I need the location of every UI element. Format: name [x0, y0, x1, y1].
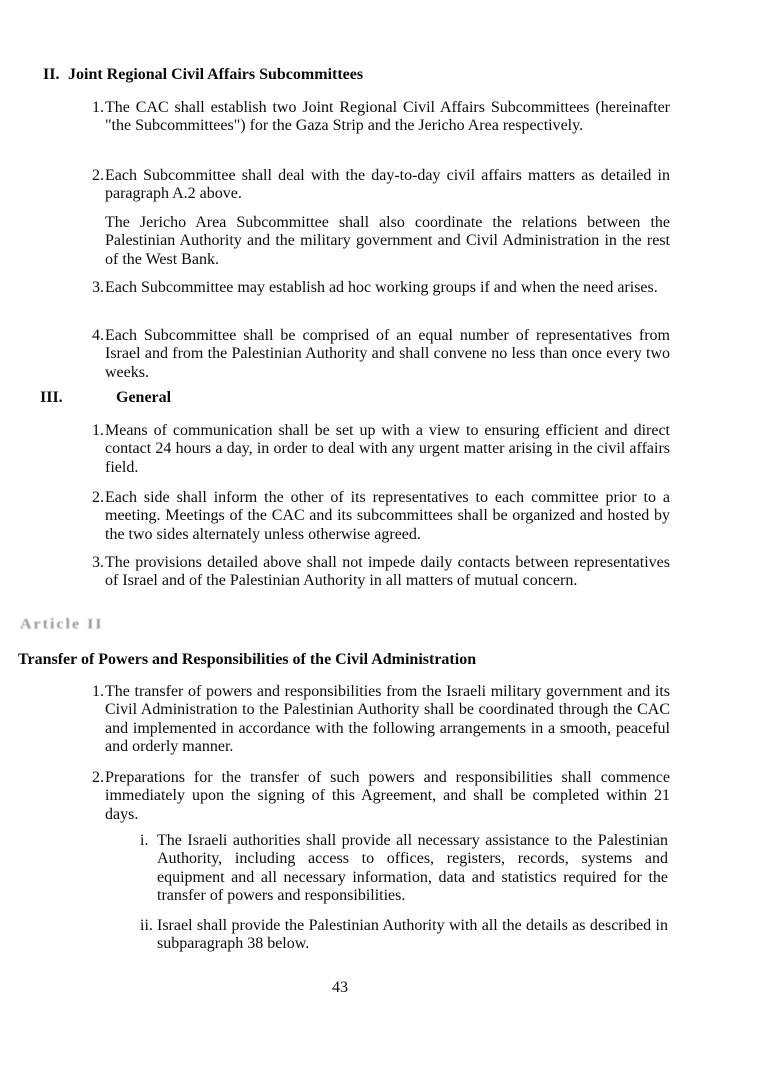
- section-title: Joint Regional Civil Affairs Subcommittees: [68, 66, 364, 83]
- section-heading-ii: [43, 66, 363, 84]
- sub-item-text: The Israeli authorities shall provide all necessary assistance to the Palestinian Authority, including access to offices, registers, records, systems and equipment and all necessary information, data and statistics required for the transfer of powers and responsibilities.: [157, 832, 668, 905]
- list-item-number: 2.: [92, 489, 104, 506]
- page-number: 43: [332, 979, 348, 996]
- list-item: [92, 422, 670, 477]
- article-heading-faded: Article II: [20, 616, 104, 633]
- list-item-text: The CAC shall establish two Joint Regional Civil Affairs Subcommittees (hereinafter "the Subcommittees") for the Gaza Strip and the Jericho Area respectively.: [105, 99, 670, 135]
- list-item: [92, 489, 670, 544]
- list-item-text: Each Subcommittee may establish ad hoc working groups if and when the need arises.: [105, 279, 658, 296]
- sub-item-text: Israel shall provide the Palestinian Authority with all the details as described in subparagraph 38 below.: [157, 917, 668, 953]
- list-item: [92, 554, 670, 591]
- section-title: General: [116, 389, 172, 406]
- list-item-text: Preparations for the transfer of such powers and responsibilities shall commence immediately upon the signing of this Agreement, and shall be completed within 21 days.: [105, 769, 670, 823]
- section-marker: III.: [40, 389, 63, 406]
- article-title: Transfer of Powers and Responsibilities of the Civil Administration: [18, 651, 477, 668]
- list-item-text: The provisions detailed above shall not impede daily contacts between representatives of Israel and of the Palestinian Authority in all matters of mutual concern.: [105, 554, 670, 590]
- list-item-continuation: The Jericho Area Subcommittee shall also coordinate the relations between the Palestinian Authority and the military government and Civil Administration in the rest of the West Bank.: [105, 213, 670, 268]
- list-item-text: Each Subcommittee shall be comprised of an equal number of representatives from Israel and from the Palestinian Authority and shall convene no less than once every two weeks.: [105, 327, 670, 381]
- list-item: [92, 327, 670, 382]
- sub-item-number: i.: [140, 832, 149, 849]
- list-item-text: [105, 167, 670, 269]
- list-item-number: 1.: [92, 683, 104, 700]
- list-item-number: 1.: [92, 422, 104, 439]
- list-item-paragraph: Each Subcommittee shall deal with the day-to-day civil affairs matters as detailed in paragraph A.2 above.: [105, 167, 670, 203]
- list-item-number: 4.: [92, 327, 104, 344]
- list-item-text: Means of communication shall be set up with a view to ensuring efficient and direct contact 24 hours a day, in order to deal with any urgent matter arising in the civil affairs field.: [105, 422, 670, 476]
- list-item-number: 2.: [92, 769, 104, 786]
- list-item-number: 1.: [92, 99, 104, 116]
- list-item-text: The transfer of powers and responsibilities from the Israeli military government and its Civil Administration to the Palestinian Authority shall be coordinated through the CAC and implemented in accordance with the following arrangements in a smooth, peaceful and orderly manner.: [105, 683, 670, 756]
- list-item: [92, 279, 670, 297]
- sub-list-item: [140, 832, 668, 906]
- list-item-number: 2.: [92, 167, 104, 184]
- list-item: [92, 769, 670, 824]
- list-item-number: 3.: [92, 554, 104, 571]
- list-item-text: Each side shall inform the other of its representatives to each committee prior to a meeting. Meetings of the CAC and its subcommittees shall be organized and hosted by the two sides alternately unless otherwise agreed.: [105, 489, 670, 543]
- list-item: [92, 167, 670, 269]
- section-heading-iii: [40, 389, 171, 407]
- sub-list-item: [140, 917, 668, 954]
- list-item: [92, 683, 670, 757]
- list-item-number: 3.: [92, 279, 104, 296]
- section-marker: II.: [43, 66, 60, 83]
- sub-item-number: ii.: [140, 917, 153, 934]
- list-item: [92, 99, 670, 136]
